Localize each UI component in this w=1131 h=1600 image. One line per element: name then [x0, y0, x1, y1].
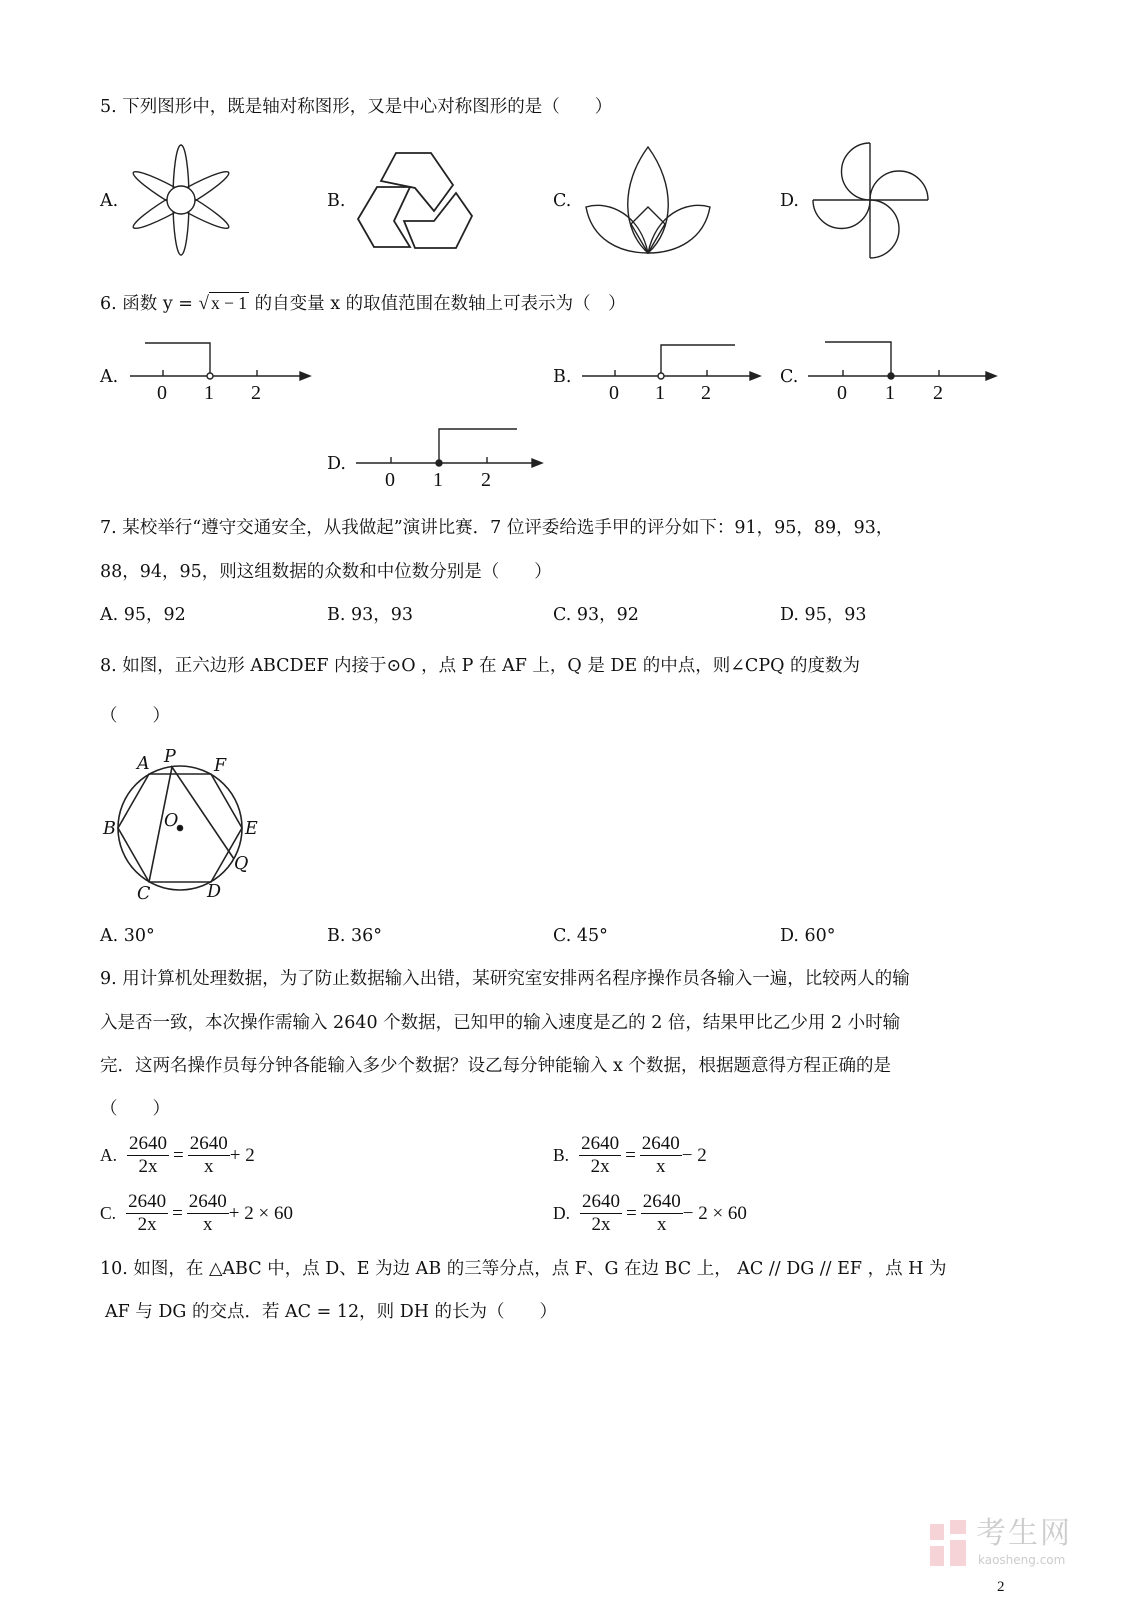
pinwheel-figure — [813, 143, 928, 258]
q8-option-b: B. 36° — [327, 926, 383, 946]
q8-option-a: A. 30° — [100, 926, 155, 946]
q9-line-2: 入是否一致，本次操作需输入 2640 个数据，已知甲的输入速度是乙的 2 倍，结果甲比乙少用 2 小时输 — [100, 1013, 901, 1033]
point-label-d: D — [207, 882, 222, 902]
q8-option-c: C. 45° — [553, 926, 608, 946]
q5-option-c: C. — [553, 191, 572, 211]
tick-label: 2 — [933, 382, 943, 404]
q6-option-d: D. — [327, 454, 346, 474]
q7-option-d: D. 95，93 — [780, 605, 867, 625]
tick-label: 0 — [837, 382, 847, 404]
q8-line-2: （ ） — [100, 706, 170, 726]
q8-option-d: D. 60° — [780, 926, 836, 946]
tick-label: 1 — [204, 382, 214, 404]
q5-stem: 5. 下列图形中，既是轴对称图形，又是中心对称图形的是（ ） — [100, 97, 613, 117]
point-label-p: P — [164, 747, 176, 767]
watermark-logo-icon — [928, 1518, 972, 1568]
fraction: $\frac{2640}{2x}$ — [582, 1191, 621, 1235]
fraction: $\frac{2640}{x}$ — [188, 1191, 227, 1235]
point-label-q: Q — [234, 854, 249, 874]
number-line-b — [582, 345, 760, 380]
number-line-c — [808, 342, 996, 380]
watermark-en: kaosheng.com — [978, 1553, 1066, 1567]
q9-line-1: 9. 用计算机处理数据，为了防止数据输入出错，某研究室安排两名程序操作员各输入一遍，比较两人的输 — [100, 969, 910, 989]
q7-line-1: 7. 某校举行“遵守交通安全，从我做起”演讲比赛．7 位评委给选手甲的评分如下：91，95，89，93， — [100, 518, 894, 538]
point-label-a: A — [137, 754, 150, 774]
q8-line-1: 8. 如图，正六边形 ABCDEF 内接于⊙O ，点 P 在 AF 上，Q 是 DE 的中点，则∠CPQ 的度数为 — [100, 656, 861, 676]
q9-option-a: A. $\frac{2640}{2x}$ = $\frac{2640}{x}$ + 2 — [100, 1133, 255, 1177]
flower-figure — [129, 145, 232, 255]
q10-line-2: AF 与 DG 的交点．若 AC = 12，则 DH 的长为（ ） — [105, 1302, 558, 1322]
tick-label: 1 — [885, 382, 895, 404]
tick-label: 2 — [251, 382, 261, 404]
q6-stem: 6. 函数 y = √ x − 1 的自变量 x 的取值范围在数轴上可表示为（ ） — [100, 293, 626, 314]
q5-option-a: A. — [100, 191, 119, 211]
q9-line-4: （ ） — [100, 1099, 170, 1119]
tick-label: 2 — [701, 382, 711, 404]
q6-option-a: A. — [100, 367, 119, 387]
fraction: $\frac{2640}{x}$ — [642, 1191, 681, 1235]
q7-option-a: A. 95，92 — [100, 605, 186, 625]
q9-line-3: 完．这两名操作员每分钟各能输入多少个数据？设乙每分钟能输入 x 个数据，根据题意得方程正确的是 — [100, 1056, 891, 1076]
point-label-b: B — [103, 819, 116, 839]
fraction: $\frac{2640}{x}$ — [189, 1133, 228, 1177]
hexagon-circle-figure — [118, 766, 242, 890]
watermark-cn: 考生网 — [976, 1516, 1072, 1551]
radicand: x − 1 — [210, 293, 248, 313]
fraction: $\frac{2640}{2x}$ — [581, 1133, 620, 1177]
point-label-e: E — [245, 819, 258, 839]
q7-option-c: C. 93，92 — [553, 605, 639, 625]
fraction: $\frac{2640}{x}$ — [641, 1133, 680, 1177]
q7-option-b: B. 93，93 — [327, 605, 414, 625]
q9-option-d: D. $\frac{2640}{2x}$ = $\frac{2640}{x}$ − 2 × 60 — [553, 1191, 747, 1235]
tick-label: 2 — [481, 469, 491, 491]
q5-option-b: B. — [327, 191, 346, 211]
q6-option-c: C. — [780, 367, 799, 387]
point-label-f: F — [214, 756, 227, 776]
tick-label: 1 — [433, 469, 443, 491]
q6-option-b: B. — [553, 367, 572, 387]
tick-label: 0 — [157, 382, 167, 404]
q7-line-2: 88，94，95，则这组数据的众数和中位数分别是（ ） — [100, 562, 552, 582]
recycle-figure — [358, 153, 472, 248]
tick-label: 1 — [655, 382, 665, 404]
number-line-a — [130, 343, 310, 380]
page-number: 2 — [997, 1579, 1005, 1595]
q5-option-d: D. — [780, 191, 799, 211]
q10-line-1: 10. 如图，在 △ABC 中，点 D、E 为边 AB 的三等分点，点 F、G 在边 BC 上， AC // DG // EF ，点 H 为 — [100, 1259, 947, 1279]
tick-label: 0 — [609, 382, 619, 404]
lotus-figure — [586, 147, 710, 253]
kaosheng-watermark — [928, 1518, 1098, 1568]
point-label-c: C — [137, 884, 151, 904]
q9-option-c: C. $\frac{2640}{2x}$ = $\frac{2640}{x}$ + 2 × 60 — [100, 1191, 293, 1235]
fraction: $\frac{2640}{2x}$ — [129, 1133, 168, 1177]
point-label-o: O — [164, 811, 179, 831]
q9-option-b: B. $\frac{2640}{2x}$ = $\frac{2640}{x}$ − 2 — [553, 1133, 707, 1177]
number-line-d — [356, 429, 542, 467]
tick-label: 0 — [385, 469, 395, 491]
fraction: $\frac{2640}{2x}$ — [128, 1191, 167, 1235]
